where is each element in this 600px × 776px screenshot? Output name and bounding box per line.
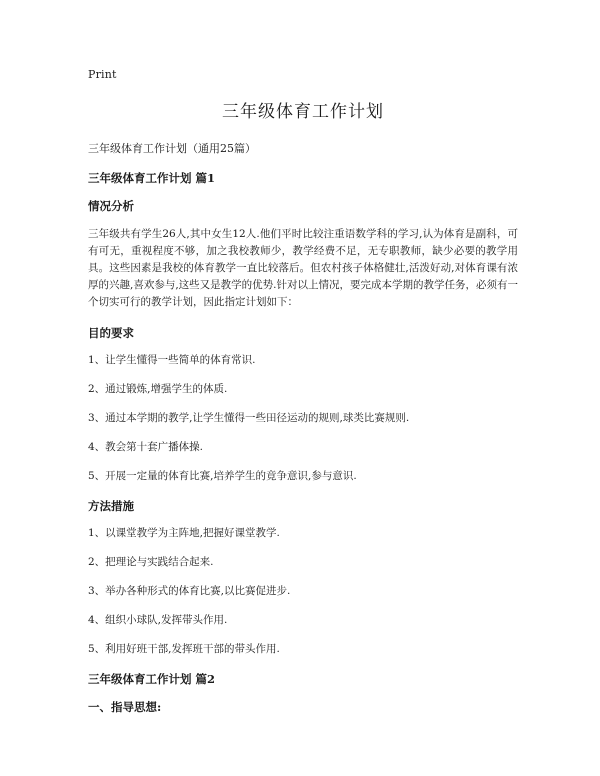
goal-item-1: 1、让学生懂得一些简单的体育常识. bbox=[88, 354, 256, 366]
method-item-3: 3、举办各种形式的体育比赛,以比赛促进步. bbox=[88, 585, 291, 597]
goal-item-5: 5、开展一定量的体育比赛,培养学生的竟争意识,参与意识. bbox=[88, 470, 357, 482]
part1-heading: 三年级体育工作计划 篇1 bbox=[88, 171, 216, 185]
goals-heading: 目的要求 bbox=[88, 326, 134, 340]
method-item-1: 1、以课堂教学为主阵地,把握好课堂教学. bbox=[88, 527, 280, 539]
goal-item-4: 4、教会第十套广播体操. bbox=[88, 441, 204, 453]
analysis-paragraph: 三年级共有学生26人,其中女生12人.他们平时比较注重语数学科的学习,认为体育是副科，可有可无，重视程度不够，加之我校教师少，教学经费不足，无专职教师，缺少必要的教学用具。这些因素是我校的体育教学一直比较落后。但农村孩子体格健壮,活泼好动,对体育课有浓厚的兴趣,喜欢参与,这些又是教学的优势.针对以上情况，要完成本学期的教学任务，必须有一个切实可行的教学计划，因此指定计划如下： bbox=[88, 228, 519, 308]
method-item-2: 2、把理论与实践结合起来. bbox=[88, 556, 214, 568]
print-link[interactable]: Print bbox=[88, 68, 117, 81]
method-item-5: 5、利用好班干部,发挥班干部的带头作用. bbox=[88, 643, 280, 655]
goal-item-2: 2、通过锻炼,增强学生的体质. bbox=[88, 383, 228, 395]
method-item-4: 4、组织小球队,发挥带头作用. bbox=[88, 614, 228, 626]
document-subtitle: 三年级体育工作计划（通用25篇） bbox=[88, 142, 256, 155]
goals-list bbox=[88, 353, 518, 483]
document-page bbox=[88, 68, 518, 727]
methods-heading: 方法措施 bbox=[88, 499, 134, 513]
analysis-heading: 情况分析 bbox=[88, 199, 134, 213]
part2-heading: 三年级体育工作计划 篇2 bbox=[88, 672, 216, 686]
guiding-thought-heading: 一、指导思想: bbox=[88, 700, 162, 714]
goal-item-3: 3、通过本学期的教学,让学生懂得一些田径运动的规则,球类比赛规则. bbox=[88, 412, 410, 424]
document-title: 三年级体育工作计划 bbox=[222, 102, 384, 122]
methods-list bbox=[88, 526, 518, 656]
